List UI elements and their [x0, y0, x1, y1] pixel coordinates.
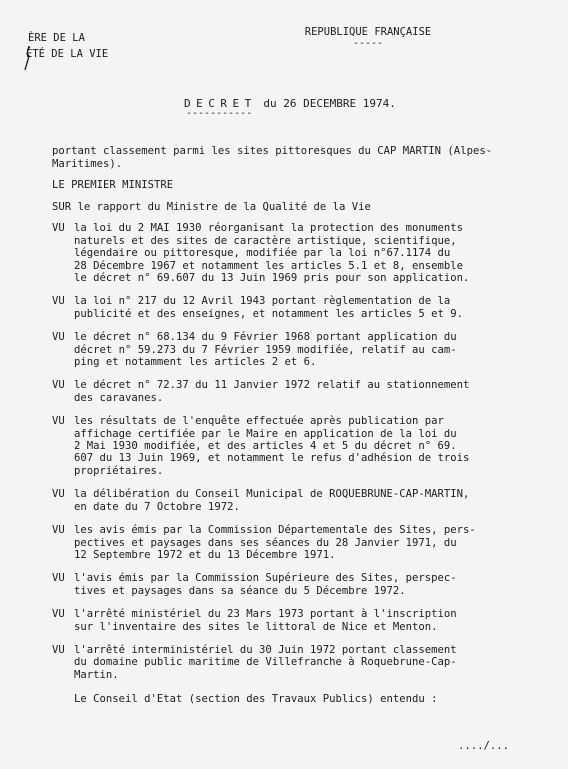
ministry-line-1: ÈRE DE LA — [28, 32, 85, 44]
republic-header — [294, 26, 442, 49]
vu-label: VU — [52, 379, 65, 392]
vu-item — [52, 222, 562, 284]
vu-text: l'arrêté interministériel du 30 Juin 1972 portant classement du domaine public maritime de Villefranche à Roquebrune-Cap- Martin. — [74, 643, 457, 681]
republic-underline: ----- — [352, 38, 384, 49]
vu-label: VU — [52, 524, 65, 537]
intro-paragraph: portant classement parmi les sites pittoresques du CAP MARTIN (Alpes- Maritimes). — [52, 145, 493, 170]
vu-text: la loi du 2 MAI 1930 réorganisant la protection des monuments naturels et des sites de caractère artistique, scientifique, légendaire ou pittoresque, modifiée par la loi n°67.1174 du 28 Décembre 1967 et notamment les articles 5.1 et 8, ensemble le décret n° 69.607 du 13 Juin 1969 pris pour son application. — [74, 222, 470, 284]
decree-body — [52, 145, 562, 706]
ministry-header — [22, 30, 108, 62]
vu-text: l'arrêté ministériel du 23 Mars 1973 portant à l'inscription sur l'inventaire des sites le littoral de Nice et Menton. — [74, 608, 457, 633]
continuation-mark: ..../... — [458, 740, 510, 752]
decree-date: du 26 DECEMBRE 1974. — [263, 97, 396, 110]
vu-text: les avis émis par la Commission Départementale des Sites, pers- pectives et paysages dans ses séances du 28 Janvier 1971, du 12 Septembre 1972 et du 13 Décembre 1971. — [74, 524, 476, 561]
decree-title-underline: ----------- — [186, 108, 253, 119]
vu-item — [52, 295, 562, 320]
decree-word: DECRET — [184, 97, 257, 110]
vu-item — [52, 331, 562, 368]
premier-ministre: LE PREMIER MINISTRE — [52, 179, 174, 192]
conseil-etat: Le Conseil d'Etat (section des Travaux Publics) entendu : — [74, 693, 438, 706]
vu-label: VU — [52, 415, 65, 428]
vu-item — [52, 644, 562, 681]
ministry-line-2: ÉTÉ DE LA VIE — [26, 48, 109, 60]
vu-text: la loi n° 217 du 12 Avril 1943 portant règlementation de la publicité et des enseignes, et notamment les articles 5 et 9. — [74, 295, 464, 320]
republic-title: REPUBLIQUE FRANÇAISE — [304, 26, 432, 38]
vu-label: VU — [52, 608, 65, 621]
vu-item — [52, 572, 562, 597]
vu-text: les résultats de l'enquête effectuée après publication par affichage certifiée par le Maire en application de la loi du 2 Mai 1930 modifiée, et des articles 4 et 5 du décret n° 69. 607 du 13 Juin 1969, et notamment le refus d'adhésion de trois propriétaires. — [74, 415, 470, 477]
vu-item — [52, 608, 562, 633]
vu-label: VU — [52, 572, 65, 585]
vu-label: VU — [52, 331, 65, 344]
vu-item — [52, 488, 562, 513]
sur-rapport: SUR le rapport du Ministre de la Qualité de la Vie — [52, 200, 371, 213]
vu-text: le décret n° 72.37 du 11 Janvier 1972 relatif au stationnement des caravanes. — [74, 379, 470, 404]
vu-label: VU — [52, 295, 65, 308]
vu-label: VU — [52, 488, 65, 501]
vu-item — [52, 379, 562, 404]
vu-item — [52, 524, 562, 561]
vu-label: VU — [52, 222, 65, 235]
vu-text: le décret n° 68.134 du 9 Février 1968 portant application du décret n° 59.273 du 7 Février 1959 modifiée, relatif au cam- ping et notamment les articles 2 et 6. — [74, 331, 457, 369]
vu-label: VU — [52, 643, 65, 656]
vu-text: la délibération du Conseil Municipal de ROQUEBRUNE-CAP-MARTIN, en date du 7 Octobre 1972. — [74, 488, 470, 513]
vu-item — [52, 415, 562, 477]
vu-text: l'avis émis par la Commission Supérieure des Sites, perspec- tives et paysages dans sa séance du 5 Décembre 1972. — [74, 572, 457, 597]
